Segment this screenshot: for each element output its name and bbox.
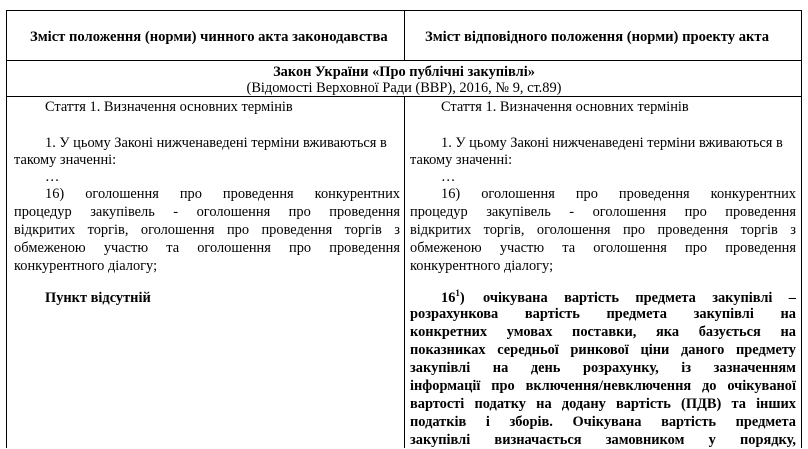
law-source: (Відомості Верховної Ради (ВВР), 2016, № 9, ст.89): [246, 80, 562, 96]
right-para1-line1: 1. У цьому Законі нижченаведені терміни вживаються в: [441, 135, 783, 151]
right-item161-line: показниках середньої ринкової ціни даного предмету: [410, 342, 796, 358]
left-para1-line2: такому значенні:: [14, 152, 117, 168]
left-missing-item: Пункт відсутній: [45, 290, 151, 306]
header-right: Зміст відповідного положення (норми) проекту акта: [425, 29, 770, 45]
right-ellipsis: …: [441, 169, 456, 185]
right-item161-line: податків і зборів. Очікувана вартість предмета: [410, 414, 796, 430]
right-item161-first-line: $16^1$) очікувана вартість предмета закупівлі –: [441, 288, 796, 306]
right-article-heading: Стаття 1. Визначення основних термінів: [441, 99, 689, 115]
right-item16-line: конкурентного діалогу;: [410, 258, 554, 274]
right-item161-line: розрахункова вартість предмета закупівлі на: [410, 306, 796, 322]
right-item16-line: процедур закупівель - оголошення про проведення: [410, 204, 796, 220]
right-item161-line: конкретних умовах поставки, яка базується на: [410, 324, 796, 340]
right-item161-line: закупівлі на день розрахунку, із зазначенням: [410, 360, 796, 376]
column-divider-body: [404, 96, 405, 448]
left-item16-line: процедур закупівель - оголошення про проведення: [14, 204, 400, 220]
right-item16-line: обмеженою участю та оголошення про проведення: [410, 240, 796, 256]
right-item16-line: відкритих торгів, оголошення про проведення торгів з: [410, 222, 796, 238]
law-title: Закон України «Про публічні закупівлі»: [273, 64, 535, 80]
right-item161: [410, 305, 796, 449]
left-item16-line: обмеженою участю та оголошення про проведення: [14, 240, 400, 256]
left-ellipsis: …: [45, 169, 60, 185]
header-left: Зміст положення (норми) чинного акта законодавства: [30, 29, 388, 45]
right-item161-sup: 1: [455, 288, 460, 298]
right-item161-line: інформації про включення/невключення до очікуваної: [410, 378, 796, 394]
right-item161-line: закупівлі визначається замовником у порядку,: [410, 432, 796, 448]
left-item16-line: конкурентного діалогу;: [14, 258, 158, 274]
right-item161-number: 16: [441, 290, 456, 306]
left-item16: [14, 185, 400, 275]
right-para1-line2: такому значенні:: [410, 152, 513, 168]
right-item161-line: вартості податку на додану вартість (ПДВ) та інших: [410, 396, 796, 412]
right-item16: [410, 185, 796, 275]
column-divider-top: [404, 10, 405, 60]
right-item161-first: очікувана вартість предмета закупівлі –: [483, 290, 796, 306]
right-item16-line: 16) оголошення про проведення конкурентних: [441, 186, 796, 202]
header-bottom-border: [6, 60, 802, 61]
left-para1-line1: 1. У цьому Законі нижченаведені терміни вживаються в: [45, 135, 387, 151]
left-article-heading: Стаття 1. Визначення основних термінів: [45, 99, 293, 115]
left-item16-line: 16) оголошення про проведення конкурентних: [45, 186, 400, 202]
left-item16-line: відкритих торгів, оголошення про проведення торгів з: [14, 222, 400, 238]
